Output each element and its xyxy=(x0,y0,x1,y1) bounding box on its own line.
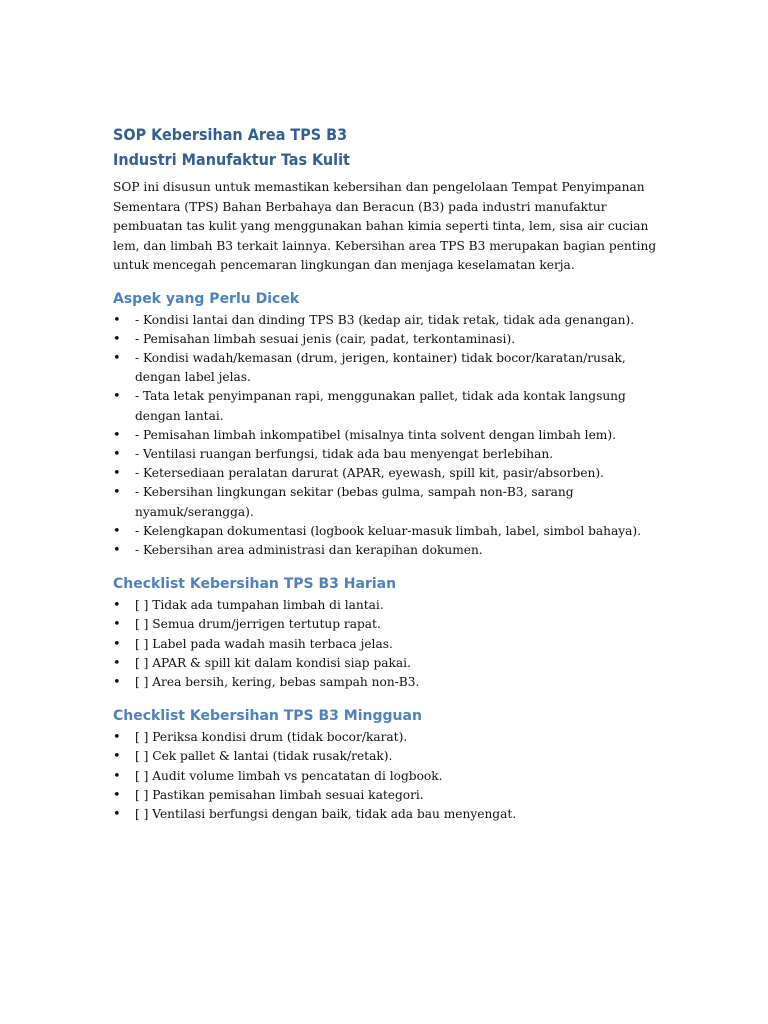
list-item-text: - Pemisahan limbah inkompatibel (misalnya tinta solvent dengan limbah lem). xyxy=(135,427,616,442)
list-item xyxy=(113,541,661,560)
bullet-icon: • xyxy=(113,787,121,803)
bullet-icon: • xyxy=(113,523,121,539)
list-item xyxy=(113,349,661,387)
list-item-text: - Pemisahan limbah sesuai jenis (cair, padat, terkontaminasi). xyxy=(135,331,516,346)
bullet-icon: • xyxy=(113,350,121,366)
checklist-item xyxy=(113,786,661,805)
checklist-item xyxy=(113,805,661,824)
checklist-item xyxy=(113,596,661,615)
title-line-2: Industri Manufaktur Tas Kulit xyxy=(113,150,350,169)
list-item xyxy=(113,483,661,521)
checklist-item xyxy=(113,673,661,692)
bullet-icon: • xyxy=(113,542,121,558)
checklist-item xyxy=(113,767,661,786)
document-title xyxy=(113,122,661,172)
bullet-icon: • xyxy=(113,485,121,501)
list-item-text: - Kebersihan lingkungan sekitar (bebas gulma, sampah non-B3, sarang nyamuk/serangga). xyxy=(135,485,574,519)
bullet-icon: • xyxy=(113,312,121,328)
list-item-text: - Kebersihan area administrasi dan kerapihan dokumen. xyxy=(135,542,483,557)
checklist-item-text: [ ] APAR & spill kit dalam kondisi siap pakai. xyxy=(135,655,411,670)
document-body xyxy=(113,122,661,824)
checklist-item xyxy=(113,615,661,634)
checklist-item-text: [ ] Area bersih, kering, bebas sampah non-B3. xyxy=(135,674,420,689)
bullet-icon: • xyxy=(113,617,121,633)
checklist-item-text: [ ] Ventilasi berfungsi dengan baik, tidak ada bau menyengat. xyxy=(135,806,517,821)
list-item xyxy=(113,445,661,464)
section-heading-harian: Checklist Kebersihan TPS B3 Harian xyxy=(113,576,397,593)
list-item-text: - Ketersediaan peralatan darurat (APAR, eyewash, spill kit, pasir/absorben). xyxy=(135,466,605,481)
list-item xyxy=(113,387,661,425)
list-item xyxy=(113,522,661,541)
bullet-icon: • xyxy=(113,655,121,671)
list-item-text: - Kelengkapan dokumentasi (logbook keluar-masuk limbah, label, simbol bahaya). xyxy=(135,523,642,538)
list-item xyxy=(113,426,661,445)
list-item-text: - Kondisi lantai dan dinding TPS B3 (kedap air, tidak retak, tidak ada genangan). xyxy=(135,312,635,327)
bullet-icon: • xyxy=(113,466,121,482)
bullet-icon: • xyxy=(113,389,121,405)
list-item xyxy=(113,311,661,330)
checklist-item-text: [ ] Label pada wadah masih terbaca jelas. xyxy=(135,636,393,651)
checklist-item xyxy=(113,635,661,654)
list-item xyxy=(113,330,661,349)
intro-paragraph: SOP ini disusun untuk memastikan kebersihan dan pengelolaan Tempat Penyimpanan Sementara (TPS) Bahan Berbahaya dan Beracun (B3) pada industri manufaktur pembuatan tas kulit yang menggunakan bahan kimia seperti tinta, lem, sisa air cucian lem, dan limbah B3 terkait lainnya. Kebersihan area TPS B3 merupakan bagian penting untuk mencegah pencemaran lingkungan dan menjaga keselamatan kerja. xyxy=(113,180,657,272)
checklist-item xyxy=(113,654,661,673)
list-item-text: - Ventilasi ruangan berfungsi, tidak ada bau menyengat berlebihan. xyxy=(135,446,554,461)
list-item xyxy=(113,464,661,483)
checklist-item-text: [ ] Semua drum/jerrigen tertutup rapat. xyxy=(135,617,381,632)
mingguan-checklist xyxy=(113,728,661,824)
section-heading-mingguan: Checklist Kebersihan TPS B3 Mingguan xyxy=(113,708,422,725)
checklist-item-text: [ ] Audit volume limbah vs pencatatan di logbook. xyxy=(135,768,443,783)
bullet-icon: • xyxy=(113,446,121,462)
bullet-icon: • xyxy=(113,598,121,614)
bullet-icon: • xyxy=(113,674,121,690)
checklist-item-text: [ ] Periksa kondisi drum (tidak bocor/karat). xyxy=(135,730,408,745)
bullet-icon: • xyxy=(113,806,121,822)
bullet-icon: • xyxy=(113,636,121,652)
bullet-icon: • xyxy=(113,768,121,784)
list-item-text: - Tata letak penyimpanan rapi, menggunakan pallet, tidak ada kontak langsung dengan lantai. xyxy=(135,389,626,423)
bullet-icon: • xyxy=(113,749,121,765)
bullet-icon: • xyxy=(113,730,121,746)
bullet-icon: • xyxy=(113,427,121,443)
checklist-item-text: [ ] Cek pallet & lantai (tidak rusak/retak). xyxy=(135,749,393,764)
bullet-icon: • xyxy=(113,331,121,347)
list-item-text: - Kondisi wadah/kemasan (drum, jerigen, kontainer) tidak bocor/karatan/rusak, dengan label jelas. xyxy=(135,350,626,385)
section-heading-aspek: Aspek yang Perlu Dicek xyxy=(113,290,300,307)
title-line-1: SOP Kebersihan Area TPS B3 xyxy=(113,125,348,144)
checklist-item-text: [ ] Tidak ada tumpahan limbah di lantai. xyxy=(135,598,384,613)
checklist-item xyxy=(113,747,661,766)
harian-checklist xyxy=(113,596,661,692)
checklist-item-text: [ ] Pastikan pemisahan limbah sesuai kategori. xyxy=(135,787,424,802)
checklist-item xyxy=(113,728,661,747)
aspek-list xyxy=(113,311,661,561)
